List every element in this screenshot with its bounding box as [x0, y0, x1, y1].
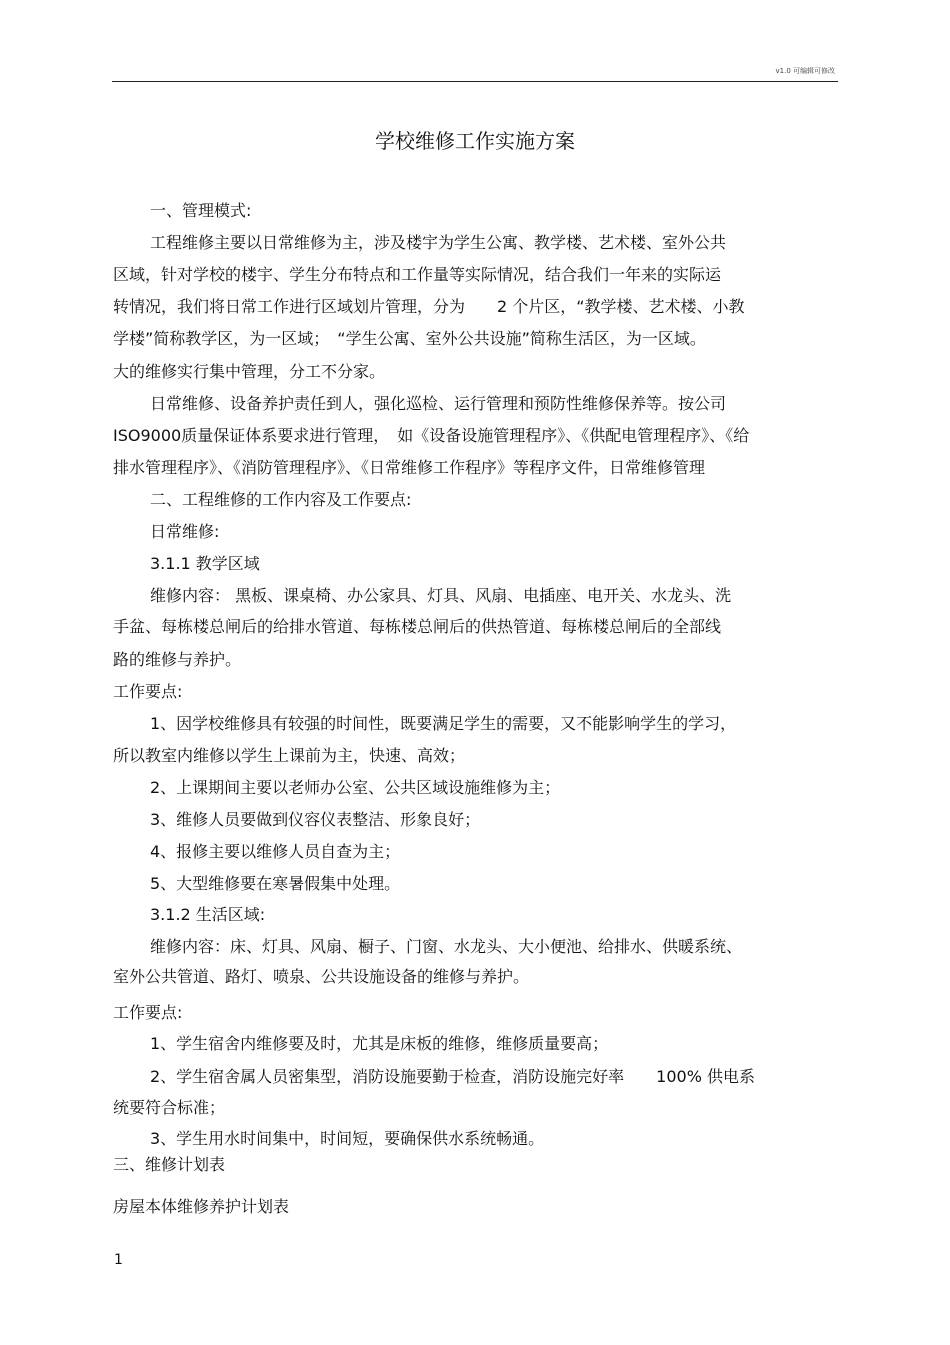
list-item: 3、维修人员要做到仪容仪表整洁、形象良好； — [150, 810, 481, 829]
table-caption: 房屋本体维修养护计划表 — [113, 1197, 290, 1216]
paragraph-line: 排水管理程序》、《消防管理程序》、《日常维修工作程序》等程序文件，日常维修管理 — [113, 458, 706, 477]
list-item: 1、学生宿舍内维修要及时，尤其是床板的维修，维修质量要高； — [150, 1034, 609, 1053]
section-heading: 一、管理模式: — [150, 201, 252, 220]
section-heading: 三、维修计划表 — [113, 1155, 226, 1174]
document-title: 学校维修工作实施方案 — [375, 129, 575, 153]
paragraph-line: 手盆、每栋楼总闸后的给排水管道、每栋楼总闸后的供热管道、每栋楼总闸后的全部线 — [113, 617, 722, 636]
list-item: 2、上课期间主要以老师办公室、公共区域设施维修为主； — [150, 778, 561, 797]
paragraph-line: ISO9000质量保证体系要求进行管理， 如《设备设施管理程序》、《供配电管理程序》、《给 — [113, 426, 750, 445]
header-rule — [112, 81, 838, 82]
list-item: 2、学生宿舍属人员密集型，消防设施要勤于检查，消防设施完好率 100% 供电系 — [150, 1067, 756, 1086]
list-item-continuation: 所以教室内维修以学生上课前为主，快速、高效； — [113, 746, 466, 765]
list-item: 3、学生用水时间集中，时间短，要确保供水系统畅通。 — [150, 1129, 545, 1148]
paragraph-line: 工程维修主要以日常维修为主，涉及楼宇为学生公寓、教学楼、艺术楼、室外公共 — [150, 233, 727, 252]
paragraph-line: 大的维修实行集中管理，分工不分家。 — [113, 362, 386, 381]
paragraph-line: 室外公共管道、路灯、喷泉、公共设施设备的维修与养护。 — [113, 967, 530, 986]
subsection-heading: 3.1.2 生活区域: — [150, 905, 266, 924]
paragraph-line: 路的维修与养护。 — [113, 650, 242, 669]
list-item-continuation: 统要符合标准； — [113, 1098, 226, 1117]
subheading: 工作要点: — [113, 1003, 183, 1022]
paragraph-line: 区域，针对学校的楼宇、学生分布特点和工作量等实际情况，结合我们一年来的实际运 — [113, 265, 722, 284]
list-item: 4、报修主要以维修人员自查为主； — [150, 842, 401, 861]
paragraph-line: 维修内容：床、灯具、风扇、橱子、门窗、水龙头、大小便池、给排水、供暖系统、 — [150, 937, 743, 956]
page-number: 1 — [114, 1252, 123, 1268]
list-item: 1、因学校维修具有较强的时间性，既要满足学生的需要，又不能影响学生的学习， — [150, 714, 737, 733]
version-note: v1.0 可编辑可修改 — [775, 67, 835, 75]
paragraph-line: 日常维修、设备养护责任到人，强化巡检、运行管理和预防性维修保养等。按公司 — [150, 394, 727, 413]
paragraph-line: 维修内容： 黑板、课桌椅、办公家具、灯具、风扇、电插座、电开关、水龙头、洗 — [150, 586, 732, 605]
subheading: 工作要点: — [113, 682, 183, 701]
section-heading: 二、工程维修的工作内容及工作要点: — [150, 490, 412, 509]
list-item: 5、大型维修要在寒暑假集中处理。 — [150, 874, 401, 893]
paragraph-line: 转情况，我们将日常工作进行区域划片管理，分为 2 个片区，“教学楼、艺术楼、小教 — [113, 297, 745, 316]
subheading: 日常维修: — [150, 522, 220, 541]
subsection-heading: 3.1.1 教学区域 — [150, 554, 260, 573]
paragraph-line: 学楼”简称教学区，为一区域； “学生公寓、室外公共设施”简称生活区，为一区域。 — [113, 329, 706, 348]
